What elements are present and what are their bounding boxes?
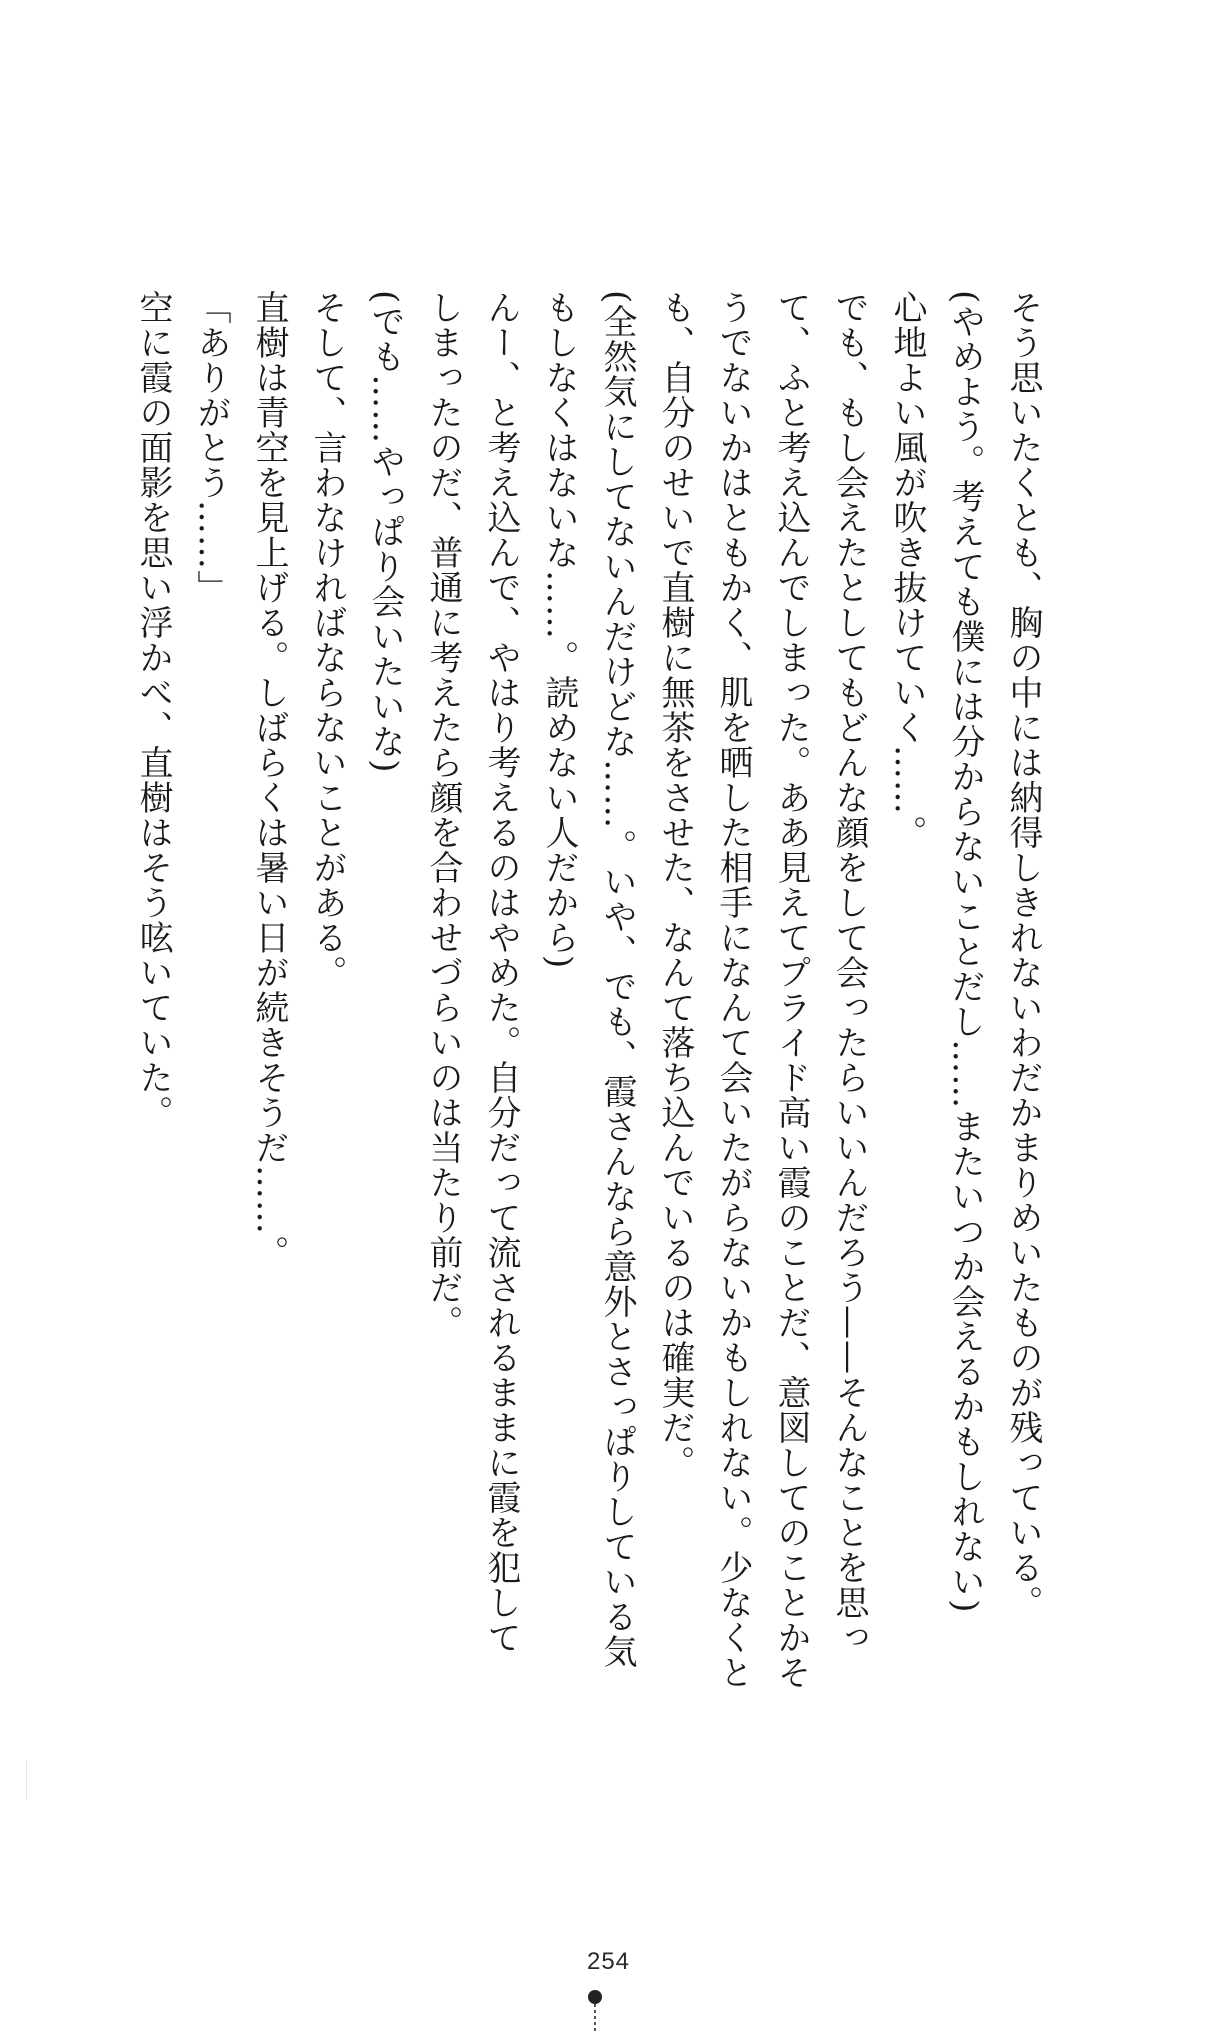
text-line: しまったのだ、普通に考えたら顔を合わせづらいのは当たり前だ。	[423, 290, 463, 1340]
text-line: (全然気にしてないんだけどな……。いや、でも、霞さんなら意外とさっぱりしている気	[597, 290, 637, 1670]
text-line: て、ふと考え込んでしまった。ああ見えてプライド高い霞のことだ、意図してのことかそ	[771, 290, 811, 1690]
text-line: 心地よい風が吹き抜けていく……。	[887, 290, 927, 850]
text-line: でも、もし会えたとしてもどんな顔をして会ったらいいんだろう——そんなことを思っ	[829, 290, 869, 1655]
page-number: 254	[586, 1948, 631, 1975]
text-line: 直樹は青空を見上げる。しばらくは暑い日が続きそうだ……。	[249, 290, 289, 1270]
text-line: も、自分のせいで直樹に無茶をさせた、なんて落ち込んでいるのは確実だ。	[655, 290, 695, 1480]
text-line: (でも……やっぱり会いたいな)	[365, 290, 405, 774]
page-marker-line	[594, 2004, 596, 2031]
text-line: (やめよう。考えても僕には分からないことだし……またいつか会えるかもしれない)	[945, 290, 985, 1614]
vertical-text-body	[124, 290, 1052, 1690]
margin-mark	[26, 1760, 27, 1800]
text-line: そう思いたくとも、胸の中には納得しきれないわだかまりめいたものが残っている。	[1003, 290, 1043, 1620]
text-line: んー、と考え込んで、やはり考えるのはやめた。自分だって流されるままに霞を犯して	[481, 290, 521, 1655]
text-line: 空に霞の面影を思い浮かべ、直樹はそう呟いていた。	[133, 290, 173, 1130]
page-marker-dot	[588, 1990, 602, 2004]
text-line: そして、言わなければならないことがある。	[307, 290, 347, 990]
text-line: 「ありがとう……」	[191, 290, 231, 605]
text-line: うでないかはともかく、肌を晒した相手になんて会いたがらないかもしれない。少なくと	[713, 290, 753, 1690]
text-line: もしなくはないな……。読めない人だから)	[539, 290, 579, 970]
